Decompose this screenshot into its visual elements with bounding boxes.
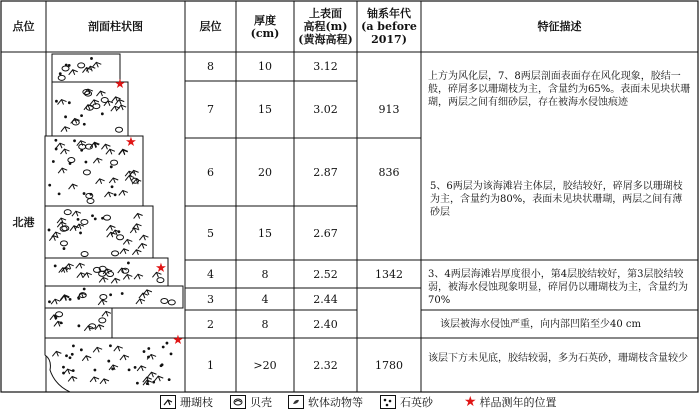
layer-3: 3 <box>207 292 214 306</box>
quartz-sand-symbol <box>110 165 113 168</box>
quartz-sand-symbol <box>54 316 57 319</box>
quartz-sand-icon <box>380 395 396 409</box>
quartz-sand-symbol <box>77 218 80 221</box>
site-name: 北港 <box>12 215 35 229</box>
quartz-sand-symbol <box>147 347 150 350</box>
elevation-2: 2.40 <box>313 317 338 331</box>
quartz-sand-symbol <box>134 366 137 369</box>
quartz-sand-symbol <box>109 344 112 347</box>
quartz-sand-symbol <box>65 354 68 357</box>
legend-sample-label: 样品测年的位置 <box>479 396 557 409</box>
sample-star-icon: ★ <box>464 394 477 410</box>
quartz-sand-symbol <box>91 214 94 217</box>
header-age-l3: 2017) <box>371 33 407 46</box>
elevation-6: 2.87 <box>313 165 338 179</box>
quartz-sand-symbol <box>52 160 55 163</box>
quartz-sand-symbol <box>55 148 58 151</box>
header-elev-l3: (黄海高程) <box>298 33 353 46</box>
quartz-sand-symbol <box>54 139 57 142</box>
quartz-sand-symbol <box>54 264 57 267</box>
quartz-sand-symbol <box>48 300 51 303</box>
layer-5: 5 <box>207 226 214 240</box>
quartz-sand-symbol <box>143 350 146 353</box>
quartz-sand-symbol <box>121 292 124 295</box>
quartz-sand-symbol <box>69 162 72 165</box>
quartz-sand-symbol <box>48 229 51 232</box>
thickness-4: 8 <box>261 267 269 281</box>
header-description: 特征描述 <box>537 20 582 33</box>
quartz-sand-symbol <box>127 262 130 265</box>
elevation-7: 3.02 <box>313 103 338 116</box>
quartz-sand-symbol <box>83 288 86 291</box>
shell-icon <box>230 395 246 409</box>
legend-quartz-label: 石英砂 <box>400 396 433 409</box>
mollusk-icon <box>288 395 304 409</box>
description-layers-8-7: 上方为风化层，7、8两层剖面表面存在风化现象，胶结一般，碎屑多以珊瑚枝为主，含量约为65%。表面未见块状珊瑚，两层之间有细砂层，存在被海水侵蚀痕迹 <box>428 71 691 108</box>
quartz-sand-symbol <box>83 123 86 126</box>
header-elevation <box>294 1 357 52</box>
quartz-sand-symbol <box>77 324 80 327</box>
quartz-sand-symbol <box>80 114 83 117</box>
quartz-sand-symbol <box>55 100 58 103</box>
quartz-sand-symbol <box>111 368 114 371</box>
layer-6: 6 <box>207 165 214 179</box>
age-layer-4: 1342 <box>375 267 403 281</box>
elevation-3: 2.44 <box>313 292 338 306</box>
header-age <box>357 1 421 52</box>
quartz-sand-symbol <box>94 217 97 220</box>
stratigraphic-column <box>45 54 185 392</box>
sample-star-marker: ★ <box>172 333 184 348</box>
quartz-sand-symbol <box>85 161 88 164</box>
quartz-sand-symbol <box>107 360 110 363</box>
coral-branch-icon <box>160 395 176 409</box>
quartz-sand-symbol <box>69 356 72 359</box>
sample-star-marker: ★ <box>155 261 167 276</box>
legend-shell <box>230 394 272 410</box>
header-layer: 层位 <box>199 20 222 33</box>
quartz-sand-symbol <box>62 366 65 369</box>
legend-coral-label: 珊瑚枝 <box>180 396 213 409</box>
description-layer-1: 该层下方未见底，胶结较弱，多为石英砂，珊瑚枝含量较少 <box>428 353 688 364</box>
layer-2: 2 <box>207 317 214 331</box>
header-age-l2: (a before <box>361 20 417 33</box>
quartz-sand-symbol <box>65 64 68 67</box>
legend-shell-label: 贝壳 <box>250 396 272 409</box>
column-layer-4 <box>45 258 168 286</box>
quartz-sand-symbol <box>83 192 86 195</box>
quartz-sand-symbol <box>90 57 93 60</box>
header-thickness-l1: 厚度 <box>254 13 276 27</box>
header-elev-l2: 高程(m) <box>303 20 348 33</box>
quartz-sand-symbol <box>77 297 80 300</box>
quartz-sand-symbol <box>63 247 66 250</box>
quartz-sand-symbol <box>162 346 165 349</box>
thickness-2: 8 <box>261 317 269 331</box>
thickness-8: 10 <box>258 60 272 73</box>
quartz-sand-symbol <box>58 192 61 195</box>
header-elev-l1: 上表面 <box>309 7 342 20</box>
quartz-sand-symbol <box>72 344 75 347</box>
legend-coral <box>160 394 213 410</box>
thickness-1: >20 <box>253 358 277 372</box>
layer-1: 1 <box>207 358 214 372</box>
quartz-sand-symbol <box>160 364 163 367</box>
legend-quartz <box>380 394 433 410</box>
quartz-sand-symbol <box>73 139 76 142</box>
thickness-6: 20 <box>258 165 272 179</box>
quartz-sand-symbol <box>128 368 131 371</box>
thickness-5: 15 <box>258 226 272 240</box>
quartz-sand-symbol <box>101 112 104 115</box>
legend-mollusk-label: 软体动物等 <box>308 396 363 409</box>
quartz-sand-symbol <box>71 353 74 356</box>
thickness-7: 15 <box>258 103 272 116</box>
quartz-sand-symbol <box>80 149 83 152</box>
header-age-l1: 铀系年代 <box>367 7 411 20</box>
quartz-sand-symbol <box>109 293 112 296</box>
quartz-sand-symbol <box>62 372 65 375</box>
elevation-8: 3.12 <box>313 60 338 73</box>
description-layer-2: 该层被海水侵蚀严重，向内部凹陷至少40 cm <box>440 319 641 330</box>
elevation-1: 2.32 <box>313 358 338 372</box>
age-layer-6: 836 <box>378 165 400 179</box>
quartz-sand-symbol <box>48 184 51 187</box>
quartz-sand-symbol <box>114 193 117 196</box>
quartz-sand-symbol <box>69 298 72 301</box>
age-layer-7: 913 <box>378 103 400 116</box>
sample-star-marker: ★ <box>114 77 126 92</box>
quartz-sand-symbol <box>166 342 169 345</box>
header-column: 剖面柱状图 <box>88 20 143 33</box>
quartz-sand-symbol <box>94 369 97 372</box>
legend-sample <box>464 394 557 410</box>
description-layers-6-5: 5、6两层为该海滩岩主体层，胶结较好，碎屑多以珊瑚枝为主，含量约为80%，表面未见块状珊瑚，两层之间有薄砂层 <box>430 181 683 218</box>
header-site: 点位 <box>12 20 35 33</box>
quartz-sand-symbol <box>80 348 83 351</box>
quartz-sand-symbol <box>64 115 67 118</box>
header-thickness <box>236 1 294 52</box>
quartz-sand-symbol <box>59 72 62 75</box>
quartz-sand-symbol <box>136 382 139 385</box>
sample-star-marker: ★ <box>125 135 137 150</box>
thickness-3: 4 <box>261 292 269 306</box>
quartz-sand-symbol <box>168 378 171 381</box>
header-thickness-l2: (cm) <box>250 26 280 40</box>
layer-4: 4 <box>207 267 214 281</box>
description-layers-4-3: 3、4两层海滩岩厚度很小，第4层胶结较好，第3层胶结较弱，被海水侵蚀现象明显，碎屑仍以珊瑚枝为主，含量约为70% <box>428 269 688 306</box>
quartz-sand-symbol <box>111 185 114 188</box>
age-layer-1: 1780 <box>375 358 403 372</box>
elevation-5: 2.67 <box>313 226 338 240</box>
layer-8: 8 <box>207 60 214 73</box>
layer-7: 7 <box>207 103 214 116</box>
quartz-sand-symbol <box>68 101 71 104</box>
legend-mollusk <box>288 394 363 410</box>
quartz-sand-symbol <box>170 352 173 355</box>
quartz-sand-symbol <box>79 232 82 235</box>
elevation-4: 2.52 <box>313 267 338 281</box>
quartz-sand-symbol <box>101 217 104 220</box>
